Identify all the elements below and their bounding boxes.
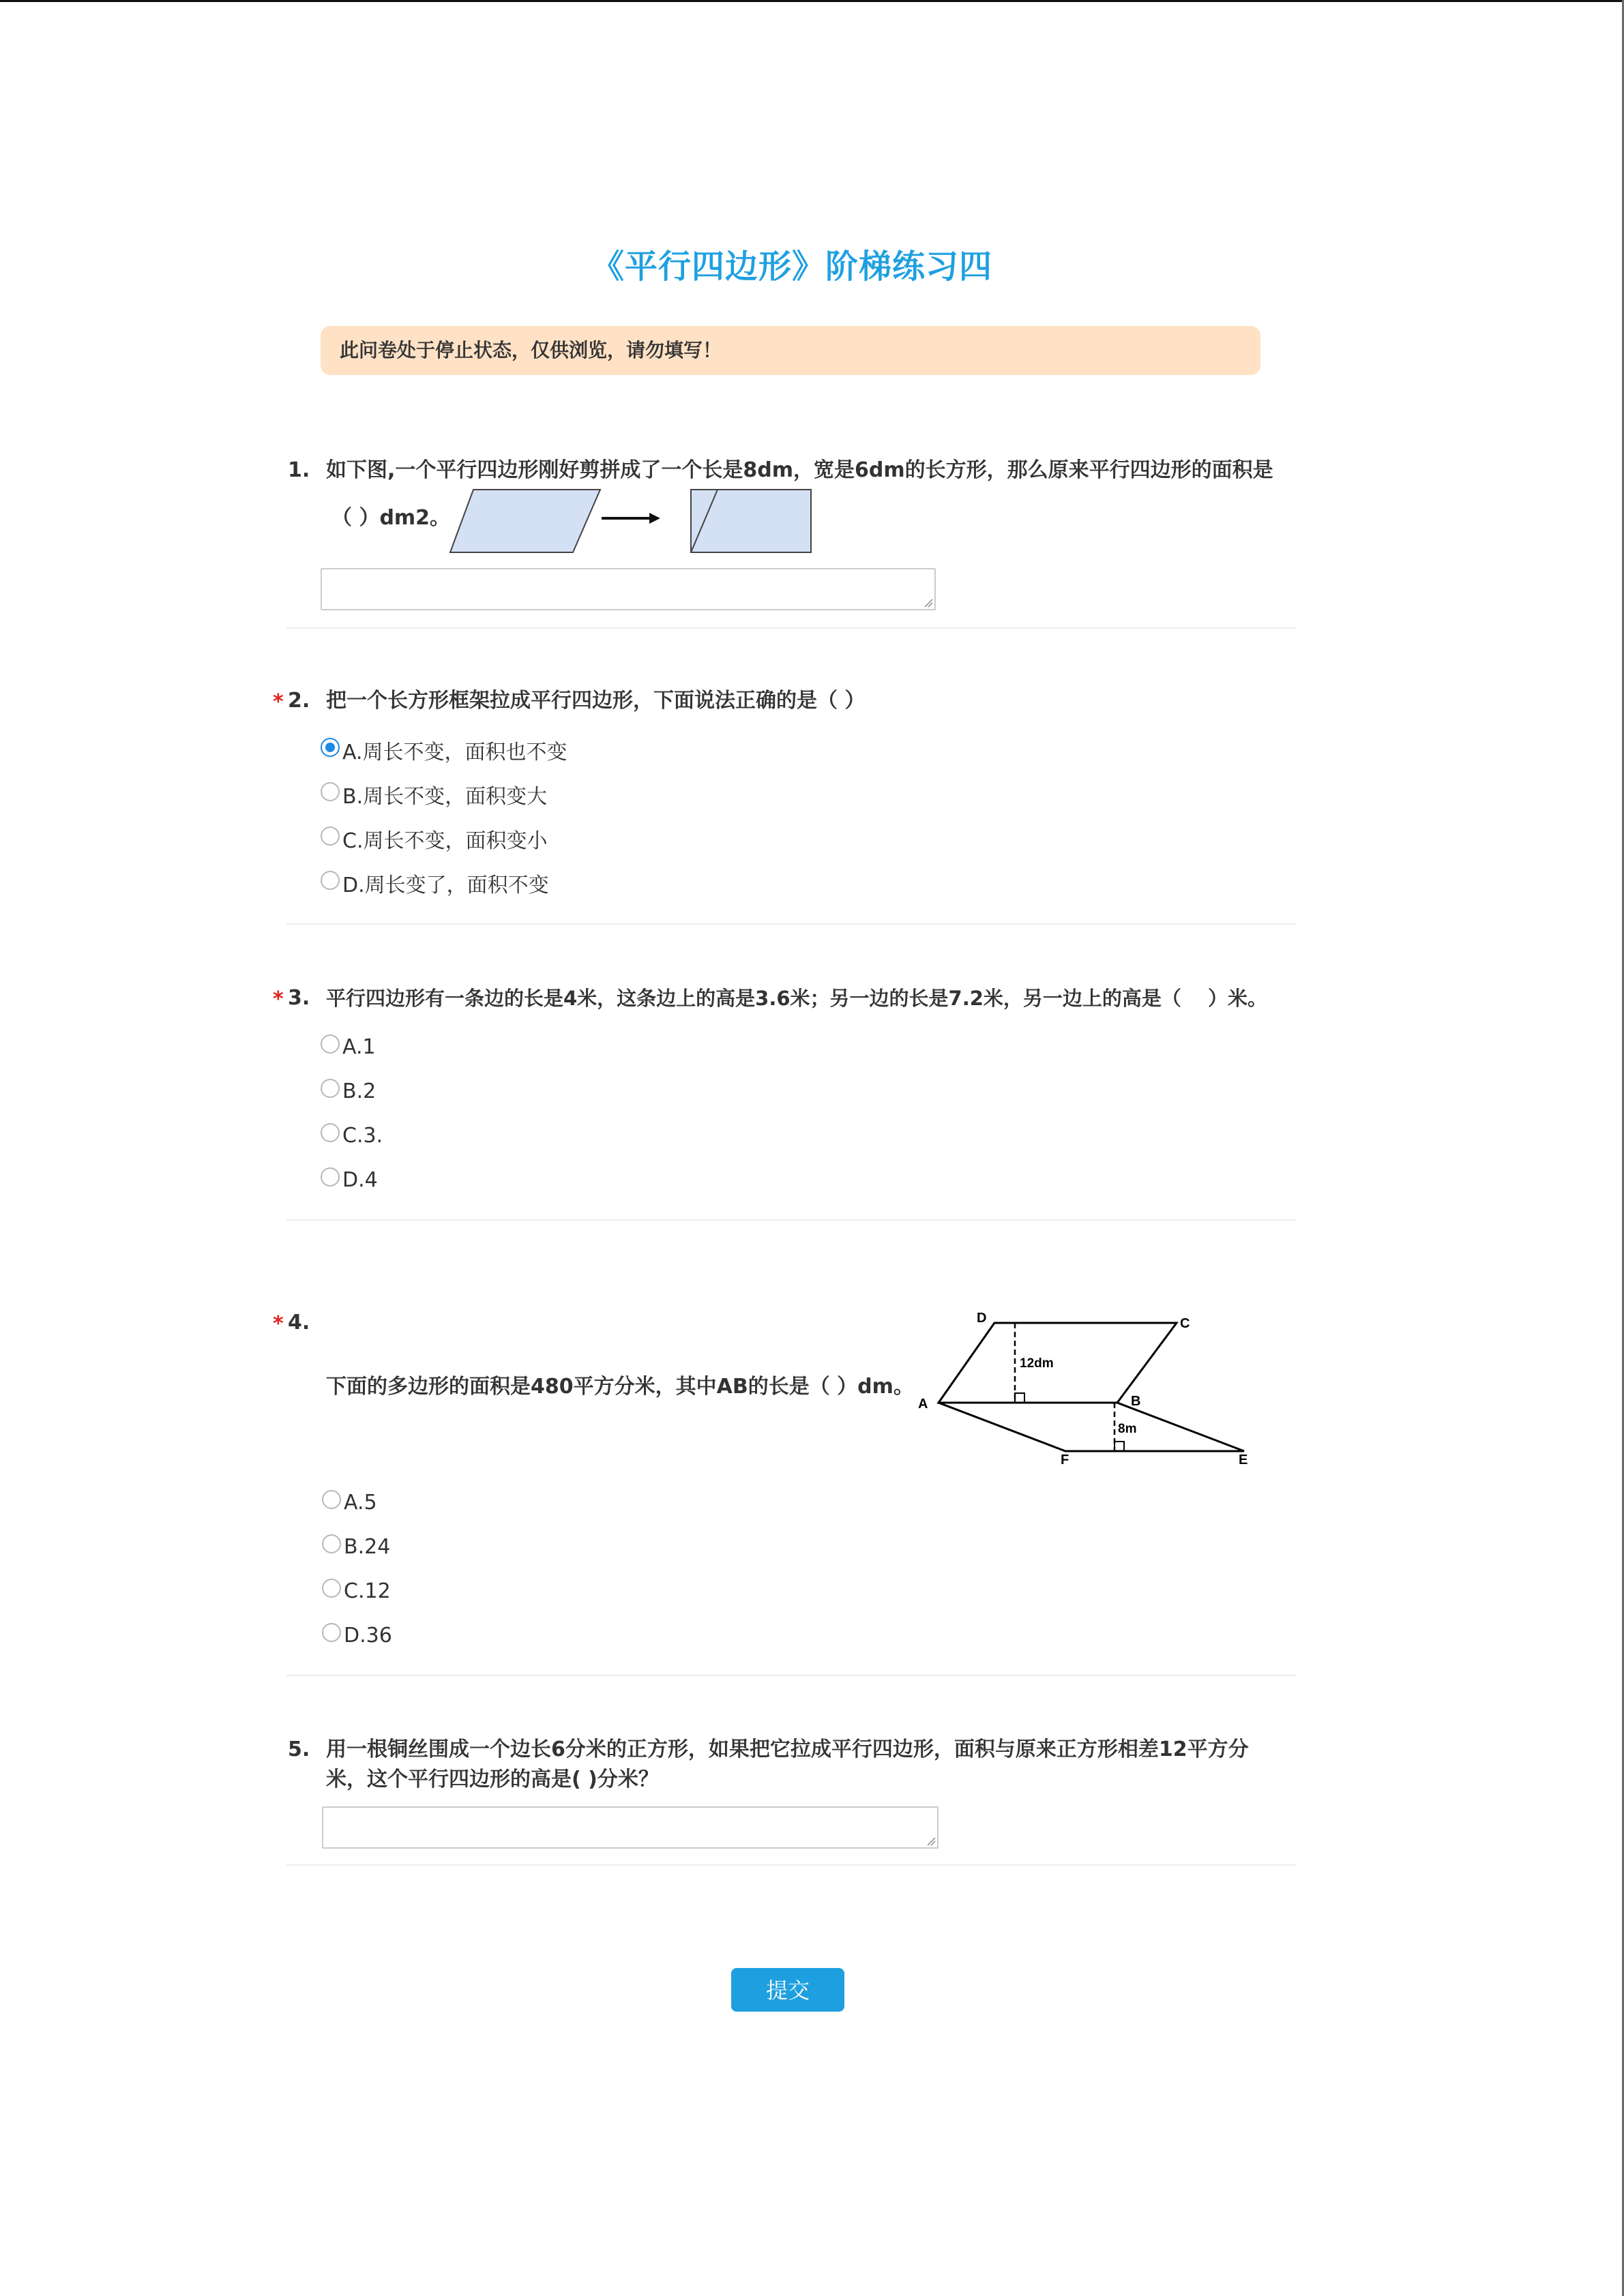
question-divider xyxy=(286,923,1296,925)
option-a[interactable] xyxy=(321,1032,376,1062)
answer-textarea-q1[interactable] xyxy=(321,568,936,610)
option-label: D.周长变了，面积不变 xyxy=(342,874,549,897)
label-8m: 8m xyxy=(1118,1422,1137,1436)
option-label: C.12 xyxy=(344,1579,391,1603)
question-number: 1. xyxy=(288,458,310,482)
radio-selected-icon[interactable] xyxy=(321,738,340,757)
page-title: 《平行四边形》阶梯练习四 xyxy=(591,248,992,286)
question-number: 5. xyxy=(288,1738,310,1761)
radio-icon[interactable] xyxy=(322,1579,341,1598)
option-label: C.周长不变，面积变小 xyxy=(342,829,548,853)
parallelogram-abef xyxy=(939,1403,1244,1451)
radio-icon[interactable] xyxy=(322,1623,341,1642)
option-label: D.36 xyxy=(344,1623,392,1648)
radio-icon[interactable] xyxy=(321,826,340,846)
option-label: A.1 xyxy=(342,1034,376,1059)
stopped-notice: 此问卷处于停止状态，仅供浏览，请勿填写！ xyxy=(321,326,1260,375)
radio-icon[interactable] xyxy=(321,871,340,890)
required-star: * xyxy=(273,1312,284,1336)
label-12dm: 12dm xyxy=(1020,1356,1054,1371)
option-c[interactable] xyxy=(321,1120,383,1150)
polygon-figure xyxy=(914,1306,1269,1470)
radio-icon[interactable] xyxy=(321,782,340,801)
option-d[interactable] xyxy=(321,868,549,898)
option-label: B.2 xyxy=(342,1079,377,1103)
radio-icon[interactable] xyxy=(321,1167,340,1187)
question-text-line2: （ ）dm2。 xyxy=(331,506,451,530)
right-angle-mark xyxy=(1015,1393,1024,1403)
question-number: 2. xyxy=(288,689,310,713)
option-d[interactable] xyxy=(321,1165,378,1195)
window-top-border xyxy=(0,0,1624,2)
option-d[interactable] xyxy=(322,1620,392,1650)
question-text: 用一根铜丝围成一个边长6分米的正方形，如果把它拉成平行四边形，面积与原来正方形相差12平方分 xyxy=(326,1738,1249,1761)
required-star: * xyxy=(273,987,284,1011)
option-c[interactable] xyxy=(322,1576,391,1606)
option-a[interactable] xyxy=(322,1487,377,1517)
arrow-head xyxy=(649,513,660,524)
option-a[interactable] xyxy=(321,735,567,765)
radio-icon[interactable] xyxy=(321,1123,340,1142)
right-angle-mark xyxy=(1114,1442,1124,1451)
radio-icon[interactable] xyxy=(321,1079,340,1098)
parallelogram-shape xyxy=(450,490,600,552)
option-label: B.周长不变，面积变大 xyxy=(342,785,548,809)
label-e: E xyxy=(1239,1452,1248,1467)
question-text: 如下图,一个平行四边形刚好剪拼成了一个长是8dm，宽是6dm的长方形，那么原来平行四边形的面积是 xyxy=(326,458,1273,482)
resize-grip-icon[interactable] xyxy=(926,1836,936,1846)
label-b: B xyxy=(1131,1394,1141,1409)
required-star: * xyxy=(273,690,284,714)
question-number: 3. xyxy=(288,986,310,1010)
label-a: A xyxy=(918,1397,928,1412)
option-b[interactable] xyxy=(322,1532,390,1562)
rectangle-shape xyxy=(691,490,811,552)
question-text: 下面的多边形的面积是480平方分米，其中AB的长是（ ）dm。 xyxy=(326,1375,914,1399)
option-b[interactable] xyxy=(321,1076,376,1106)
option-label: C.3. xyxy=(342,1123,383,1148)
question-text: 平行四边形有一条边的长是4米，这条边上的高是3.6米；另一边的长是7.2米，另一边上的高是（ ）米。 xyxy=(326,987,1268,1010)
option-c[interactable] xyxy=(321,824,547,854)
question-divider xyxy=(286,1219,1296,1221)
resize-grip-icon[interactable] xyxy=(924,598,933,608)
radio-icon[interactable] xyxy=(322,1490,341,1509)
option-label: A.周长不变，面积也不变 xyxy=(342,741,567,764)
cut-and-rearrange-figure xyxy=(443,483,818,558)
question-divider xyxy=(286,627,1296,629)
radio-icon[interactable] xyxy=(322,1534,341,1553)
option-label: D.4 xyxy=(342,1167,378,1192)
label-f: F xyxy=(1061,1452,1069,1467)
question-text-line2: 米，这个平行四边形的高是( )分米？ xyxy=(326,1768,659,1791)
question-divider xyxy=(286,1864,1296,1866)
answer-textarea-q5[interactable] xyxy=(322,1806,939,1849)
parallelogram-abcd xyxy=(939,1323,1177,1403)
option-label: A.5 xyxy=(344,1490,377,1515)
option-b[interactable] xyxy=(321,779,547,809)
question-text: 把一个长方形框架拉成平行四边形，下面说法正确的是（ ） xyxy=(326,689,866,713)
question-divider xyxy=(286,1675,1296,1676)
question-number: 4. xyxy=(288,1311,310,1335)
submit-button[interactable]: 提交 xyxy=(731,1968,844,2012)
label-c: C xyxy=(1180,1316,1190,1331)
option-label: B.24 xyxy=(344,1534,391,1559)
label-d: D xyxy=(977,1311,987,1326)
radio-icon[interactable] xyxy=(321,1034,340,1054)
